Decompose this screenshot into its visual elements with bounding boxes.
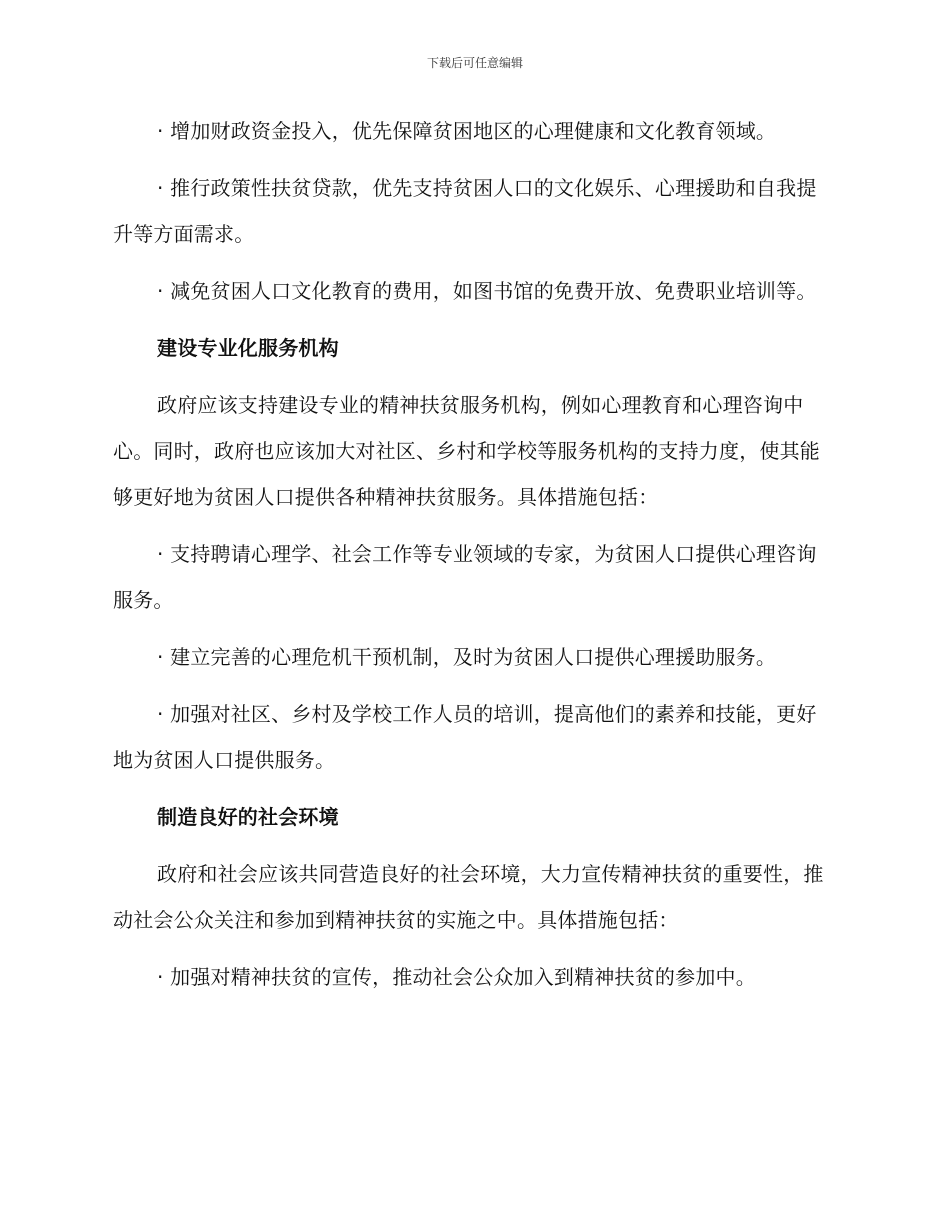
section-heading: 建设专业化服务机构 [157, 336, 339, 360]
bullet-item: · 减免贫困人口文化教育的费用，如图书馆的免费开放、免费职业培训等。 [157, 279, 817, 303]
body-paragraph: 政府和社会应该共同营造良好的社会环境，大力宣传精神扶贫的重要性，推动社会公众关注和参加到精神扶贫的实施之中。具体措施包括： [113, 862, 824, 932]
bullet-item: · 建立完善的心理危机干预机制，及时为贫困人口提供心理援助服务。 [157, 645, 777, 669]
bullet-item: · 推行政策性扶贫贷款，优先支持贫困人口的文化娱乐、心理援助和自我提升等方面需求。 [113, 176, 817, 246]
bullet-item: · 加强对社区、乡村及学校工作人员的培训，提高他们的素养和技能，更好地为贫困人口提供服务。 [113, 702, 817, 772]
bullet-item: · 增加财政资金投入，优先保障贫困地区的心理健康和文化教育领域。 [157, 119, 777, 143]
bullet-item: · 支持聘请心理学、社会工作等专业领域的专家，为贫困人口提供心理咨询服务。 [113, 542, 817, 612]
bullet-item: · 加强对精神扶贫的宣传，推动社会公众加入到精神扶贫的参加中。 [157, 965, 756, 989]
body-paragraph: 政府应该支持建设专业的精神扶贫服务机构，例如心理教育和心理咨询中心。同时，政府也应该加大对社区、乡村和学校等服务机构的支持力度，使其能够更好地为贫困人口提供各种精神扶贫服务。具体措施包括： [113, 393, 820, 509]
document-body [113, 108, 833, 1011]
section-heading: 制造良好的社会环境 [157, 805, 339, 829]
page-header-note: 下载后可任意编辑 [426, 56, 523, 70]
